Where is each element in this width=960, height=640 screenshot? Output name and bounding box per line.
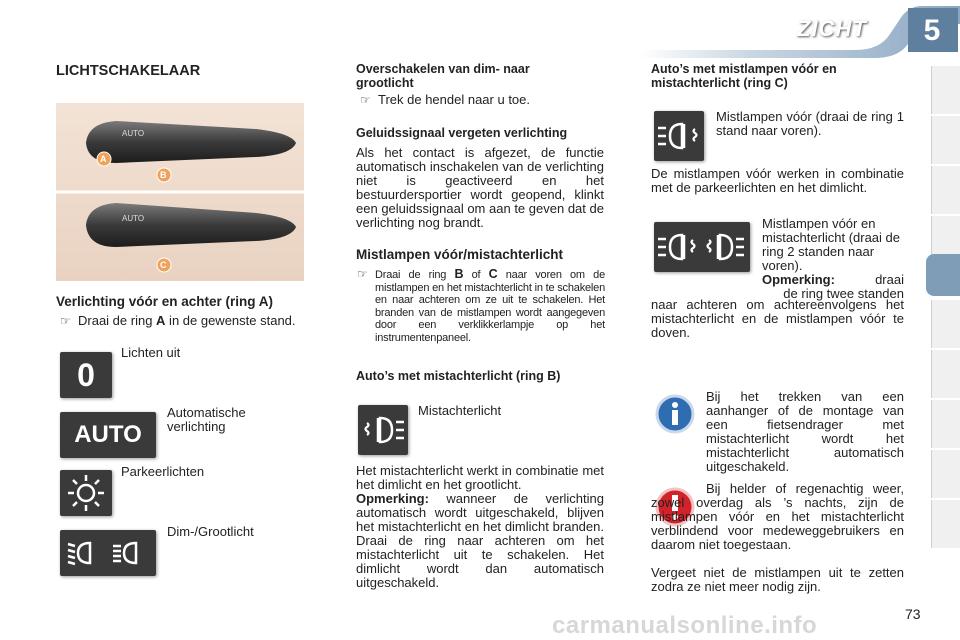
front-rear-fog-note-start: Opmerking: draai de ring twee standen — [762, 272, 904, 301]
auto-lighting-icon: AUTO — [60, 412, 156, 458]
fog-instruction: Draai de ring B of C naar voren om de mistlampen en het mistachterlicht in te schakelen en naar achteren om ze uit te schakelen. Het branden van de mistlampen wordt aangegeven door een verklikkerlampje op het instrumentenpaneel. — [375, 267, 606, 344]
front-fog-icon — [654, 111, 704, 161]
ring-label-a: A — [100, 154, 107, 164]
switch-heading: Overschakelen van dim- naar grootlicht — [356, 62, 530, 90]
parking-lights-icon — [60, 470, 112, 516]
dipped-main-beam-label: Dim-/Grootlicht — [167, 524, 254, 539]
info-icon — [654, 393, 696, 435]
warning-text: Bij helder of regenachtig weer, zowel overdag als ’s nachts, zijn de mistlampen vóór en het mistachterlicht verblindend voor medeweggebruikers en daarom niet toegestaan. — [651, 481, 904, 552]
ring-label-c: C — [160, 260, 167, 270]
front-rear-fog-icon — [654, 222, 750, 272]
front-rear-fog-note: naar achteren om achtereenvolgens het mistachterlicht en de mistlampen vóór te doven. — [651, 297, 904, 340]
parking-lights-label: Parkeerlichten — [121, 464, 205, 479]
warning-text-2: Vergeet niet de mistlampen uit te zetten zodra ze niet meer nodig zijn. — [651, 565, 904, 594]
sound-heading: Geluidssignaal vergeten verlichting — [356, 126, 568, 140]
ring-a-instruction: Draai de ring A in de gewenste stand. — [78, 313, 296, 328]
chapter-title: ZICHT — [797, 16, 867, 41]
auto-lighting-label: Automatische verlichting — [167, 405, 246, 434]
rear-fog-text: Het mistachterlicht werkt in combinatie met het dimlicht en het grootlicht. — [356, 463, 604, 492]
rear-fog-icon — [358, 405, 408, 455]
lights-off-icon: 0 — [60, 352, 112, 398]
ring-a-heading: Verlichting vóór en achter (ring A) — [56, 294, 274, 309]
ring-c-heading: Auto’s met mistlampen vóór en mistachterlicht (ring C) — [651, 62, 837, 90]
chapter-number: 5 — [923, 14, 941, 47]
svg-text:AUTO: AUTO — [122, 214, 145, 223]
front-fog-label: Mistlampen vóór (draai de ring 1 stand naar voren). — [716, 109, 904, 138]
info-text: Bij het trekken van een aanhanger of de montage van een fietsendrager met mistachterlicht wordt het mistachterlicht automatisch uitgeschakeld. — [706, 389, 904, 474]
ring-label-b: B — [160, 170, 167, 180]
watermark: carmanualsonline.info — [552, 612, 818, 639]
light-switch-image — [56, 103, 304, 281]
sound-text: Als het contact is afgezet, de functie automatisch inschakelen van de verlichting niet is geactiveerd en het bestuurdersportier wordt geopend, klinkt een geluidssignaal om aan te geven dat de verlichting nog brandt. — [356, 145, 604, 230]
page-number: 73 — [905, 606, 921, 622]
switch-instruction: Trek de hendel naar u toe. — [378, 92, 531, 107]
svg-text:AUTO: AUTO — [122, 129, 145, 138]
rear-fog-label: Mistachterlicht — [418, 403, 502, 418]
dipped-main-beam-icon — [60, 530, 156, 576]
front-rear-fog-label: Mistlampen vóór en mistachterlicht (draai de ring 2 standen naar voren). — [762, 216, 900, 273]
rear-fog-note: Opmerking: wanneer de verlichting automatisch wordt uitgeschakeld, blijven het mistachterlicht en het dimlicht branden. Draai de ring naar achteren om het mistachterlicht uit te schakelen. Het dimlicht wordt dan automatisch uitgeschakeld. — [356, 491, 604, 590]
front-fog-text: De mistlampen vóór werken in combinatie met de parkeerlichten en het dimlicht. — [651, 166, 904, 195]
lights-off-label: Lichten uit — [121, 345, 181, 360]
rear-fog-heading: Auto’s met mistachterlicht (ring B) — [356, 369, 561, 383]
section-heading: LICHTSCHAKELAAR — [56, 63, 201, 79]
fog-heading: Mistlampen vóór/mistachterlicht — [356, 247, 564, 262]
